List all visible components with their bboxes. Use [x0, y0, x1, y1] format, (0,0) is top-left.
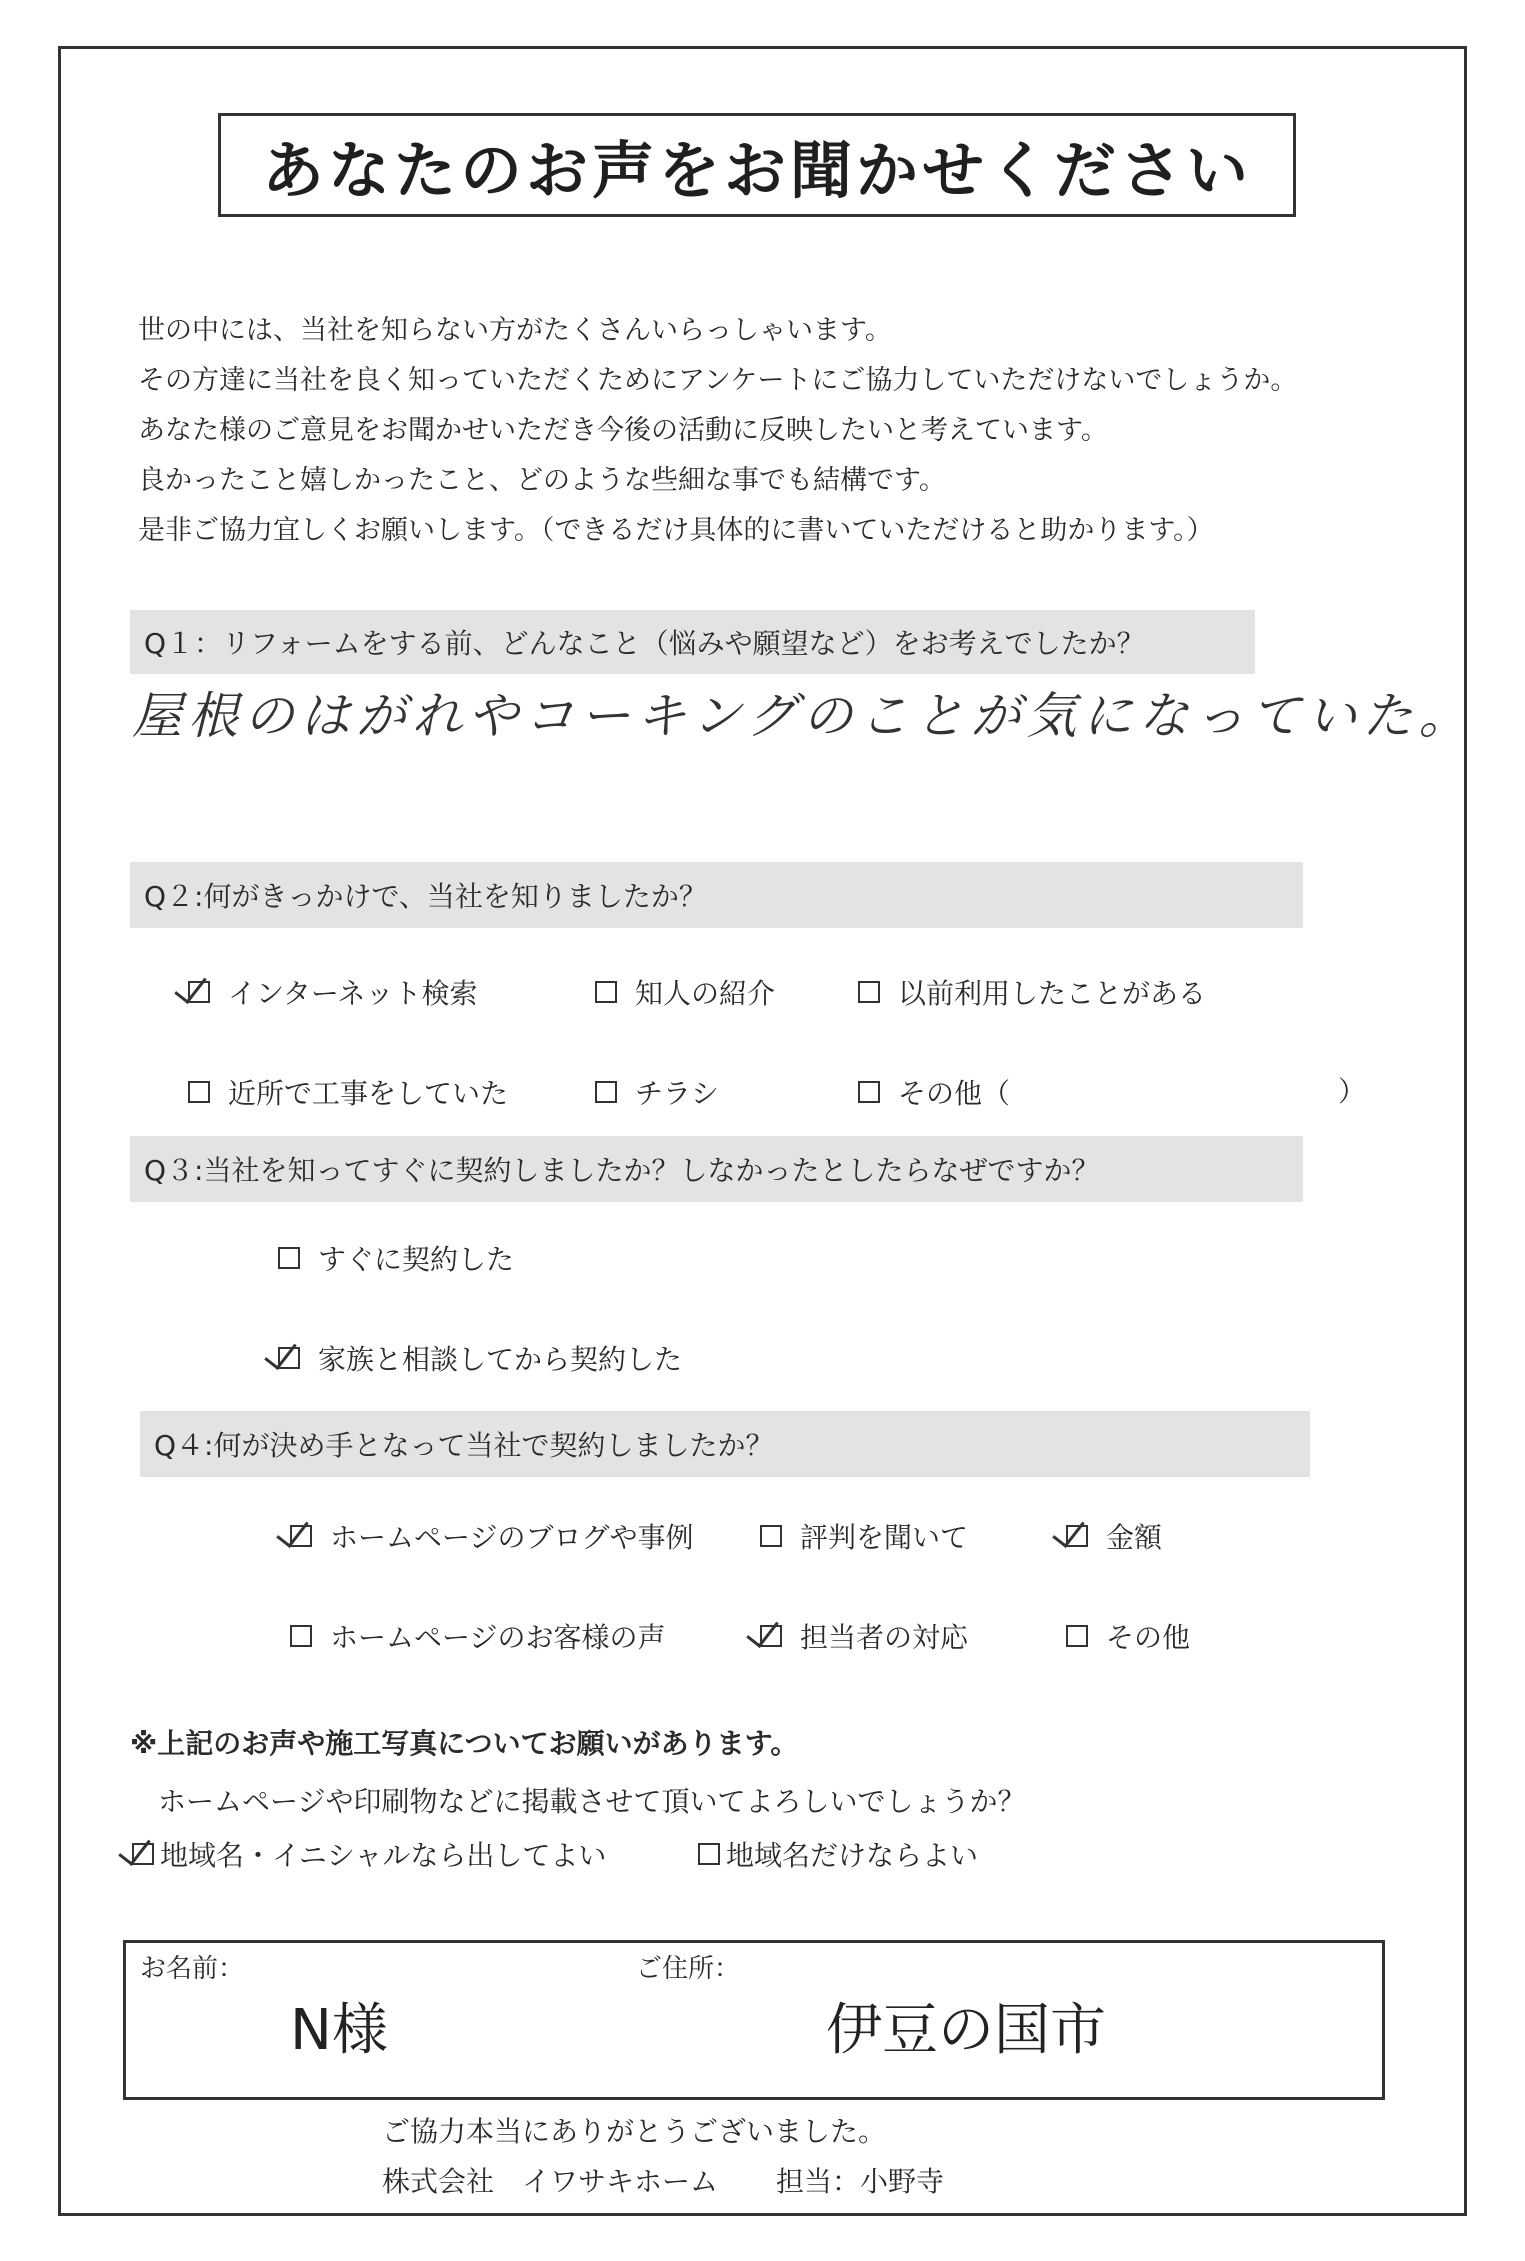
q4-option-other[interactable] [1066, 1616, 1190, 1656]
page-title: あなたのお声をお聞かせください [261, 133, 1252, 207]
checkbox[interactable] [290, 1625, 312, 1647]
company-name: 株式会社 イワサキホーム [382, 2165, 719, 2198]
checkbox[interactable] [595, 981, 617, 1003]
checkbox[interactable] [1066, 1625, 1088, 1647]
intro-line: 是非ご協力宜しくお願いします。（できるだけ具体的に書いていただけると助かります。） [138, 515, 1214, 546]
name-label: お名前： [140, 1954, 245, 1984]
customer-name: N様 [290, 1998, 388, 2063]
checkbox[interactable] [188, 1081, 210, 1103]
checkbox-checked[interactable] [278, 1347, 300, 1369]
q2-other-close-paren: ） [1338, 1075, 1367, 1108]
intro-line: 良かったこと嬉しかったこと、どのような些細な事でも結構です。 [138, 465, 946, 496]
option-label: 知人の紹介 [635, 977, 776, 1010]
q4-option-blog[interactable] [290, 1516, 693, 1556]
q1-question-bar [130, 610, 1255, 674]
q2-option-other[interactable] [858, 1072, 1010, 1112]
option-label: 金額 [1106, 1521, 1163, 1554]
checkbox[interactable] [760, 1525, 782, 1547]
q2-question-bar [130, 862, 1303, 928]
checkbox-checked[interactable] [188, 981, 210, 1003]
q4-option-price[interactable] [1066, 1516, 1162, 1556]
option-label: 以前利用したことがある [898, 977, 1207, 1010]
q4-question-bar [140, 1411, 1310, 1477]
q2-option-used-before[interactable] [858, 972, 1206, 1012]
q2-option-referral[interactable] [595, 972, 775, 1012]
consent-question: ホームページや印刷物などに掲載させて頂いてよろしいでしょうか？ [158, 1785, 1026, 1818]
option-label: 近所で工事をしていた [228, 1077, 509, 1110]
q4-option-testimonials[interactable] [290, 1616, 665, 1656]
q2-option-nearby-work[interactable] [188, 1072, 508, 1112]
option-label: 地域名だけならよい [726, 1839, 979, 1872]
consent-option-area-only[interactable] [698, 1834, 978, 1874]
option-label: 担当者の対応 [800, 1621, 969, 1654]
checkbox-checked[interactable] [1066, 1525, 1088, 1547]
q2-option-internet[interactable] [188, 972, 477, 1012]
q3-question-bar [130, 1136, 1303, 1202]
q1-handwritten-answer: 屋根のはがれやコーキングのことが気になっていた。 [132, 687, 1475, 745]
title-box [218, 113, 1296, 217]
option-label: 地域名・イニシャルなら出してよい [160, 1839, 607, 1872]
option-label: チラシ [635, 1077, 720, 1110]
intro-text [138, 306, 1297, 556]
checkbox-checked[interactable] [290, 1525, 312, 1547]
customer-address: 伊豆の国市 [826, 1998, 1106, 2063]
checkbox[interactable] [858, 981, 880, 1003]
option-label: 家族と相談してから契約した [318, 1343, 683, 1376]
option-label: すぐに契約した [318, 1243, 515, 1276]
checkbox[interactable] [858, 1081, 880, 1103]
q2-option-flyer[interactable] [595, 1072, 719, 1112]
consent-option-initials[interactable] [132, 1834, 606, 1874]
option-label: その他（ [898, 1077, 1011, 1110]
intro-line: その方達に当社を良く知っていただくためにアンケートにご協力していただけないでしょうか。 [138, 365, 1298, 396]
q4-question: Q４:何が決め手となって当社で契約しましたか？ [154, 1429, 774, 1462]
q3-option-family[interactable] [278, 1338, 682, 1378]
q1-question: Q１：リフォームをする前、どんなこと（悩みや願望など）をお考えでしたか？ [144, 627, 1145, 660]
q3-question: Q３:当社を知ってすぐに契約しましたか？しなかったとしたらなぜですか？ [144, 1154, 1100, 1187]
q2-question: Q２:何がきっかけで、当社を知りましたか？ [144, 880, 707, 913]
q4-option-staff[interactable] [760, 1616, 968, 1656]
intro-line: 世の中には、当社を知らない方がたくさんいらっしゃいます。 [138, 315, 892, 346]
checkbox-checked[interactable] [132, 1843, 154, 1865]
option-label: インターネット検索 [228, 977, 478, 1010]
intro-line: あなた様のご意見をお聞かせいただき今後の活動に反映したいと考えています。 [138, 415, 1108, 446]
checkbox-checked[interactable] [760, 1625, 782, 1647]
checkbox[interactable] [595, 1081, 617, 1103]
staff-name: 担当：小野寺 [776, 2165, 945, 2198]
q4-option-reputation[interactable] [760, 1516, 968, 1556]
option-label: 評判を聞いて [800, 1521, 969, 1554]
checkbox[interactable] [278, 1247, 300, 1269]
address-label: ご住所： [636, 1954, 741, 1984]
q3-option-immediate[interactable] [278, 1238, 514, 1278]
option-label: ホームページのブログや事例 [330, 1521, 694, 1554]
option-label: その他 [1106, 1621, 1191, 1654]
option-label: ホームページのお客様の声 [330, 1621, 666, 1654]
checkbox[interactable] [698, 1843, 720, 1865]
consent-note: ※上記のお声や施工写真についてお願いがあります。 [130, 1727, 799, 1760]
thanks-text: ご協力本当にありがとうございました。 [382, 2115, 887, 2148]
